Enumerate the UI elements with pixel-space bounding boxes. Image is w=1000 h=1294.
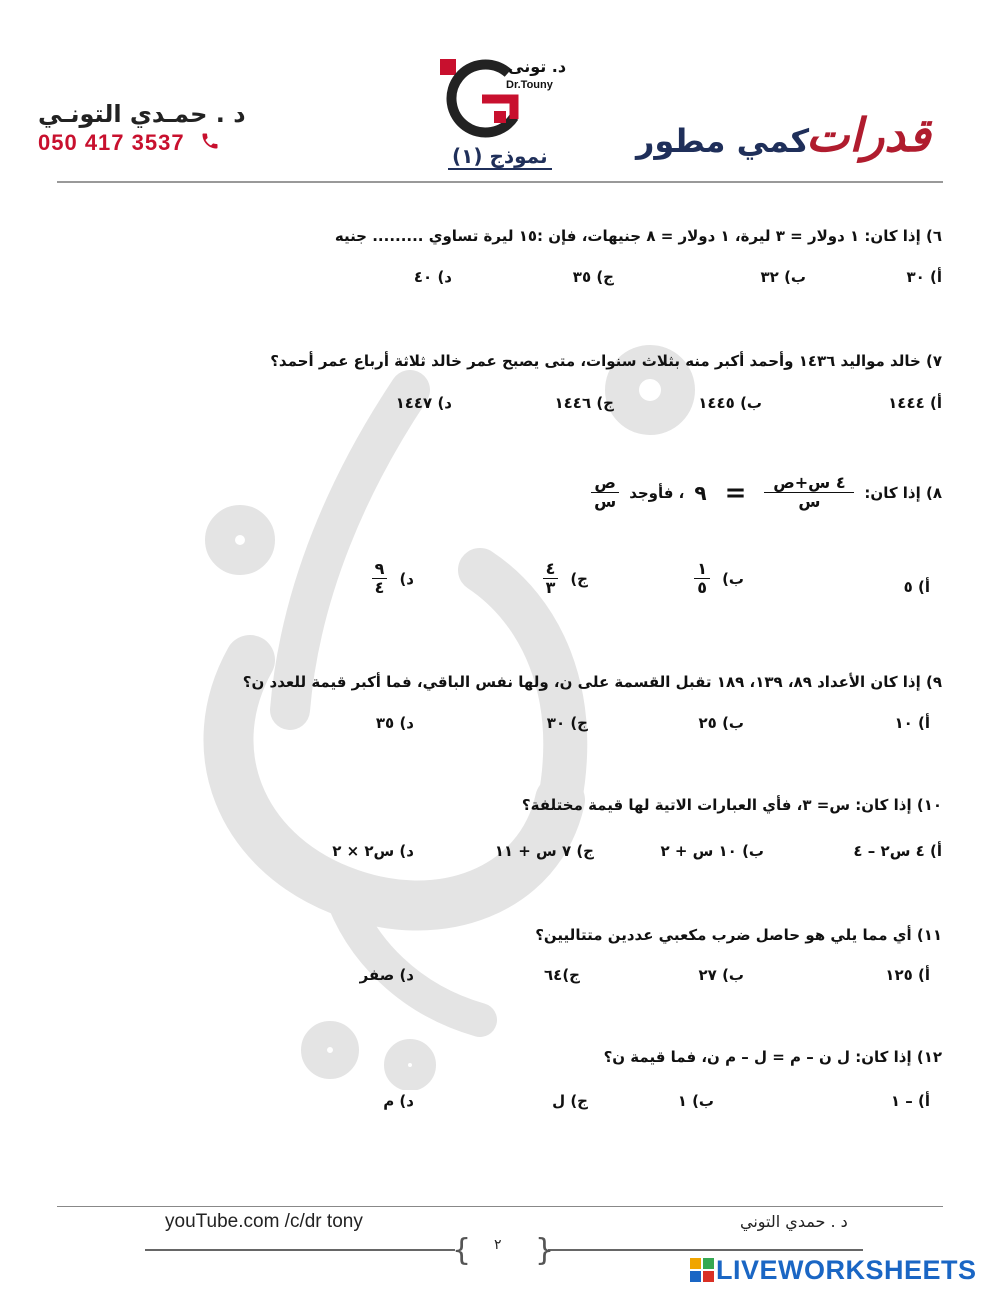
q8-option-c-label: ج) <box>570 569 588 588</box>
q11-option-a[interactable]: أ) ١٢٥ <box>885 966 930 984</box>
q8-equals: = <box>724 477 747 508</box>
question-7: ٧) خالد مواليد ١٤٣٦ وأحمد أكبر منه بثلاث سنوات، متى يصبح عمر خالد ثلاثة أرباع عمر أحمد؟ <box>270 352 942 370</box>
q10-option-c[interactable]: ج) ٧ س + ١١ <box>494 842 594 860</box>
q8-option-b[interactable] <box>694 560 744 597</box>
q8-c-den: ٣ <box>545 578 556 597</box>
q8-find-fraction <box>591 474 619 511</box>
q10-option-d[interactable]: د) س٢ × ٢ <box>332 842 414 860</box>
q7-option-c[interactable]: ج) ١٤٤٦ <box>554 394 614 412</box>
q11-option-b[interactable]: ب) ٢٧ <box>698 966 744 984</box>
page-bracket-left: { <box>452 1233 472 1268</box>
q6-option-a[interactable]: أ) ٣٠ <box>906 268 942 286</box>
model-title: نموذج (١) <box>448 144 552 170</box>
header-author: د . حمـدي التونـي <box>38 100 246 128</box>
q8-option-a[interactable]: أ) ٥ <box>903 578 930 596</box>
q8-nine: ٩ <box>694 480 707 505</box>
q8-find: ، فأوجد <box>629 483 685 502</box>
q8-find-num: ص <box>591 474 619 493</box>
footer-author: د . حمدي التوني <box>740 1212 848 1231</box>
q8-fraction-num: ٤ س+ص <box>764 474 854 493</box>
logo-text: د. تونى <box>508 57 567 76</box>
q9-option-a[interactable]: أ) ١٠ <box>894 714 930 732</box>
q10-option-b[interactable]: ب) ١٠ س + ٢ <box>660 842 764 860</box>
q8-d-num: ٩ <box>372 560 388 579</box>
watermark-graphic <box>180 330 740 1090</box>
q9-option-c[interactable]: ج) ٣٠ <box>546 714 588 732</box>
page-bracket-right: } <box>535 1233 555 1268</box>
brand-title: قدرات <box>806 108 931 162</box>
phone-icon <box>200 131 220 157</box>
q8-option-d-fraction <box>372 560 388 597</box>
header-phone <box>38 130 220 157</box>
q12-option-b[interactable]: ب) ١ <box>677 1092 714 1110</box>
q12-option-d[interactable]: د) م <box>383 1092 414 1110</box>
q8-option-b-label: ب) <box>722 569 744 588</box>
q11-option-c[interactable]: ج)٦٤ <box>544 966 580 984</box>
liveworksheets-icon <box>690 1258 714 1282</box>
q9-option-d[interactable]: د) ٣٥ <box>375 714 414 732</box>
q6-option-b[interactable]: ب) ٣٢ <box>760 268 806 286</box>
q8-fraction <box>764 474 854 511</box>
q8-option-d-label: د) <box>399 569 414 588</box>
q7-option-d[interactable]: د) ١٤٤٧ <box>395 394 452 412</box>
q8-option-b-fraction <box>694 560 710 597</box>
question-6: ٦) إذا كان: ١ دولار = ٣ ليرة، ١ دولار = ٨ جنيهات، فإن :١٥ ليرة تساوي ......... جنيه <box>334 227 942 245</box>
q12-option-c[interactable]: ج) ل <box>552 1092 588 1110</box>
q11-option-d[interactable]: د) صفر <box>359 966 414 984</box>
q10-option-a[interactable]: أ) ٤ س٢ – ٤ <box>853 842 942 860</box>
q8-prefix: ٨) إذا كان: <box>864 483 942 502</box>
logo-subtext: Dr.Touny <box>506 79 553 91</box>
question-8 <box>591 474 942 511</box>
question-9: ٩) إذا كان الأعداد ٨٩، ١٣٩، ١٨٩ تقبل القسمة على ن، ولها نفس الباقي، فما أكبر قيمة للعدد ن؟ <box>242 673 942 691</box>
footer-divider <box>57 1206 943 1207</box>
footer-bar-right <box>548 1249 863 1251</box>
page-number: ٢ <box>494 1237 502 1253</box>
q6-option-d[interactable]: د) ٤٠ <box>413 268 452 286</box>
footer-bar-left <box>145 1249 455 1251</box>
question-11: ١١) أي مما يلي هو حاصل ضرب مكعبي عددين متتاليين؟ <box>535 926 942 944</box>
q8-fraction-den: س <box>798 492 821 511</box>
q8-find-den: س <box>594 492 617 511</box>
q8-option-c-fraction <box>543 560 559 597</box>
q8-option-d[interactable] <box>372 560 414 597</box>
q6-option-c[interactable]: ج) ٣٥ <box>572 268 614 286</box>
q7-option-b[interactable]: ب) ١٤٤٥ <box>698 394 762 412</box>
q7-option-a[interactable]: أ) ١٤٤٤ <box>888 394 942 412</box>
q8-b-den: ٥ <box>697 578 708 597</box>
brand-subtitle: كمي مطور <box>636 122 810 160</box>
q8-b-num: ١ <box>694 560 710 579</box>
footer-youtube-link[interactable]: youTube.com /c/dr tony <box>165 1211 363 1232</box>
q8-d-den: ٤ <box>374 578 385 597</box>
q8-option-c[interactable] <box>543 560 588 597</box>
header-divider <box>57 181 943 183</box>
q8-c-num: ٤ <box>543 560 559 579</box>
q12-option-a[interactable]: أ) – ١ <box>890 1092 930 1110</box>
phone-number: 050 417 3537 <box>38 130 185 155</box>
q9-option-b[interactable]: ب) ٢٥ <box>698 714 744 732</box>
question-10: ١٠) إذا كان: س= ٣، فأي العبارات الاتية لها قيمة مختلفة؟ <box>521 796 942 814</box>
question-12: ١٢) إذا كان: ل ن – م = ل – م ن، فما قيمة ن؟ <box>603 1048 942 1066</box>
liveworksheets-logo[interactable]: LIVEWORKSHEETS <box>716 1255 977 1285</box>
